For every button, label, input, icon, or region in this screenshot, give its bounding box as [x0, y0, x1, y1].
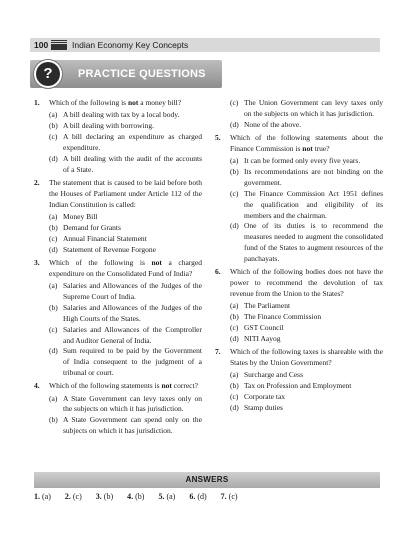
- option-text: It can be formed only every five years.: [244, 156, 361, 166]
- answer-option: [49, 132, 202, 154]
- answer-value: (a): [166, 492, 176, 501]
- option-list: [230, 370, 383, 414]
- question: [34, 381, 202, 437]
- answer-option: [230, 323, 383, 334]
- question-mark-icon: ?: [36, 62, 60, 86]
- option-text: The Finance Commission Act 1951 defines the qualification and eligibility of its members and the chairman.: [244, 188, 383, 220]
- option-letter: (d): [230, 119, 239, 129]
- question-stem: [34, 258, 202, 280]
- option-list: [230, 98, 383, 131]
- option-text: A State Government can spend only on the subjects on which it has jurisdiction.: [63, 415, 202, 436]
- option-list: [49, 110, 202, 175]
- answer-item: [221, 492, 238, 502]
- question: [215, 267, 383, 345]
- option-list: [230, 301, 383, 345]
- option-list: [230, 156, 383, 265]
- option-text: Money Bill: [63, 212, 98, 222]
- answers-title: ANSWERS: [185, 475, 229, 484]
- option-letter: (d): [230, 402, 239, 412]
- book-title: Indian Economy Key Concepts: [72, 40, 189, 50]
- option-letter: (a): [230, 301, 239, 311]
- option-text: NITI Aayog: [244, 334, 281, 344]
- option-text: A State Government can levy taxes only on the subjects on which it has jurisdiction.: [63, 393, 202, 414]
- question-stem: [34, 381, 202, 392]
- question-stem: [215, 267, 383, 300]
- option-text: Tax on Profession and Employment: [244, 381, 352, 391]
- question-text: Which of the following bodies does not have the power to recommend the devolution of tax revenue from the Union to the States?: [230, 267, 383, 298]
- option-text: Corporate tax: [244, 392, 286, 402]
- option-text: GST Council: [244, 323, 284, 333]
- answer-item: [158, 492, 175, 502]
- option-letter: (c): [230, 188, 239, 198]
- answer-option: [230, 312, 383, 323]
- question-stem: [215, 347, 383, 369]
- question: [215, 347, 383, 414]
- option-letter: (c): [49, 132, 58, 142]
- answer-option: [49, 212, 202, 223]
- answer-option: [230, 392, 383, 403]
- answer-value: (a): [42, 492, 51, 501]
- option-letter: (c): [49, 324, 58, 334]
- question: [34, 178, 202, 256]
- answer-option: [230, 370, 383, 381]
- answer-option: [230, 156, 383, 167]
- answer-number: 1.: [34, 492, 42, 501]
- option-text: Sum required to be paid by the Government of India consequent to the judgment of a tribunal or court.: [63, 346, 202, 378]
- option-letter: (a): [49, 110, 58, 120]
- option-text: A bill declaring an expenditure as charged expenditure.: [63, 132, 202, 153]
- question-number: 3.: [34, 257, 40, 267]
- option-letter: (b): [230, 312, 239, 322]
- answer-option: [49, 154, 202, 176]
- answers-row: [34, 492, 252, 502]
- option-letter: (c): [230, 98, 239, 107]
- answer-number: 7.: [220, 492, 229, 501]
- option-text: Salaries and Allowances of the Judges of the High Courts of the States.: [63, 302, 202, 323]
- option-text: The Parliament: [244, 301, 291, 311]
- answer-option: [230, 221, 383, 265]
- answer-number: 2.: [64, 492, 73, 501]
- stripes-icon: [51, 40, 67, 50]
- option-text: Stamp duties: [244, 402, 283, 412]
- answer-option: [49, 245, 202, 256]
- answer-item: [34, 492, 51, 502]
- option-text: Its recommendations are not binding on the government.: [244, 166, 383, 187]
- option-letter: (b): [49, 222, 58, 232]
- answer-option: [230, 189, 383, 222]
- answer-option: [49, 121, 202, 132]
- left-column: [34, 98, 202, 439]
- answer-option: [49, 415, 202, 437]
- option-letter: (a): [230, 370, 239, 380]
- option-letter: (d): [230, 221, 239, 231]
- question-number: 5.: [215, 132, 221, 142]
- answer-number: 4.: [127, 492, 136, 501]
- option-letter: (a): [230, 156, 239, 166]
- option-text: A bill dealing with borrowing.: [63, 121, 155, 131]
- answer-option: [230, 403, 383, 414]
- option-letter: (d): [49, 346, 58, 356]
- option-letter: (b): [49, 302, 58, 312]
- question-text: Which of the following is not a money bill?: [49, 98, 182, 107]
- answer-value: (b): [135, 492, 145, 501]
- question-number: 7.: [215, 346, 221, 356]
- option-text: The Finance Commission: [244, 312, 322, 322]
- question: [34, 98, 202, 176]
- right-column: [215, 98, 383, 416]
- answer-option: [49, 346, 202, 379]
- answer-option: [230, 98, 383, 120]
- answer-option: [49, 303, 202, 325]
- option-letter: (c): [230, 323, 239, 333]
- question-number: 1.: [34, 98, 40, 107]
- question-number: 4.: [34, 381, 40, 391]
- option-text: Salaries and Allowances of the Judges of the Supreme Court of India.: [63, 281, 202, 301]
- option-letter: (b): [49, 121, 58, 131]
- answer-option: [230, 381, 383, 392]
- answer-option: [49, 281, 202, 303]
- option-text: The Union Government can levy taxes only on the subjects on which it has jurisdiction.: [244, 98, 383, 118]
- option-text: A bill dealing with the audit of the accounts of a State.: [63, 154, 202, 174]
- option-text: Demand for Grants: [63, 222, 121, 232]
- answer-number: 6.: [189, 492, 198, 501]
- question-number: 6.: [215, 267, 221, 277]
- question-number: 2.: [34, 177, 40, 187]
- answer-value: (c): [72, 492, 82, 501]
- question-text: Which of the following statements about the Finance Commission is not true?: [230, 132, 383, 153]
- option-letter: (a): [49, 212, 58, 222]
- answer-option: [49, 325, 202, 347]
- option-text: None of the above.: [244, 119, 302, 129]
- option-letter: (a): [49, 393, 58, 403]
- answer-item: [96, 492, 113, 502]
- question-text: Which of the following taxes is shareable with the States by the Union Government?: [230, 346, 383, 367]
- answer-item: [65, 492, 82, 502]
- option-letter: (d): [230, 334, 239, 344]
- answer-option: [49, 223, 202, 234]
- option-letter: (c): [230, 392, 239, 402]
- question-text: Which of the following is not a charged expenditure on the Consolidated Fund of India?: [49, 257, 202, 278]
- answer-value: (b): [103, 492, 114, 501]
- option-letter: (d): [49, 154, 58, 164]
- answer-option: [230, 120, 383, 131]
- answer-option: [49, 234, 202, 245]
- option-text: Salaries and Allowances of the Comptroller and Auditor General of India.: [63, 324, 202, 345]
- option-text: A bill dealing with tax by a local body.: [63, 110, 180, 120]
- question: [215, 133, 383, 265]
- option-list: [49, 394, 202, 438]
- option-text: Annual Financial Statement: [63, 233, 147, 243]
- answer-item: [189, 492, 206, 502]
- option-list: [49, 281, 202, 379]
- question-text: Which of the following statements is not correct?: [49, 381, 198, 391]
- answer-option: [230, 167, 383, 189]
- option-letter: (b): [230, 166, 239, 176]
- option-text: Surcharge and Cess: [244, 370, 304, 380]
- question-stem: [215, 133, 383, 155]
- question-stem: [34, 178, 202, 211]
- page-number: 100: [34, 40, 49, 50]
- answer-value: (d): [197, 492, 207, 501]
- question-stem: [34, 98, 202, 109]
- answer-option: [49, 110, 202, 121]
- option-letter: (a): [49, 281, 58, 290]
- answer-number: 3.: [95, 492, 104, 501]
- option-list: [49, 212, 202, 256]
- answer-option: [230, 334, 383, 345]
- option-letter: (b): [49, 415, 58, 425]
- answer-option: [49, 394, 202, 416]
- question: [34, 258, 202, 379]
- option-letter: (b): [230, 381, 239, 391]
- option-letter: (c): [49, 233, 58, 243]
- section-title: PRACTICE QUESTIONS: [78, 68, 206, 80]
- option-text: Statement of Revenue Forgone: [63, 244, 156, 254]
- question-text: The statement that is caused to be laid before both the Houses of Parliament under Article 112 of the Indian Constitution is called:: [49, 177, 202, 209]
- answer-item: [127, 492, 144, 502]
- answer-number: 5.: [158, 492, 167, 501]
- answer-value: (c): [228, 492, 238, 501]
- option-letter: (d): [49, 244, 58, 254]
- answer-option: [230, 301, 383, 312]
- option-text: One of its duties is to recommend the measures needed to augment the consolidated fund of the States to augment resources of the panchayats.: [244, 221, 383, 264]
